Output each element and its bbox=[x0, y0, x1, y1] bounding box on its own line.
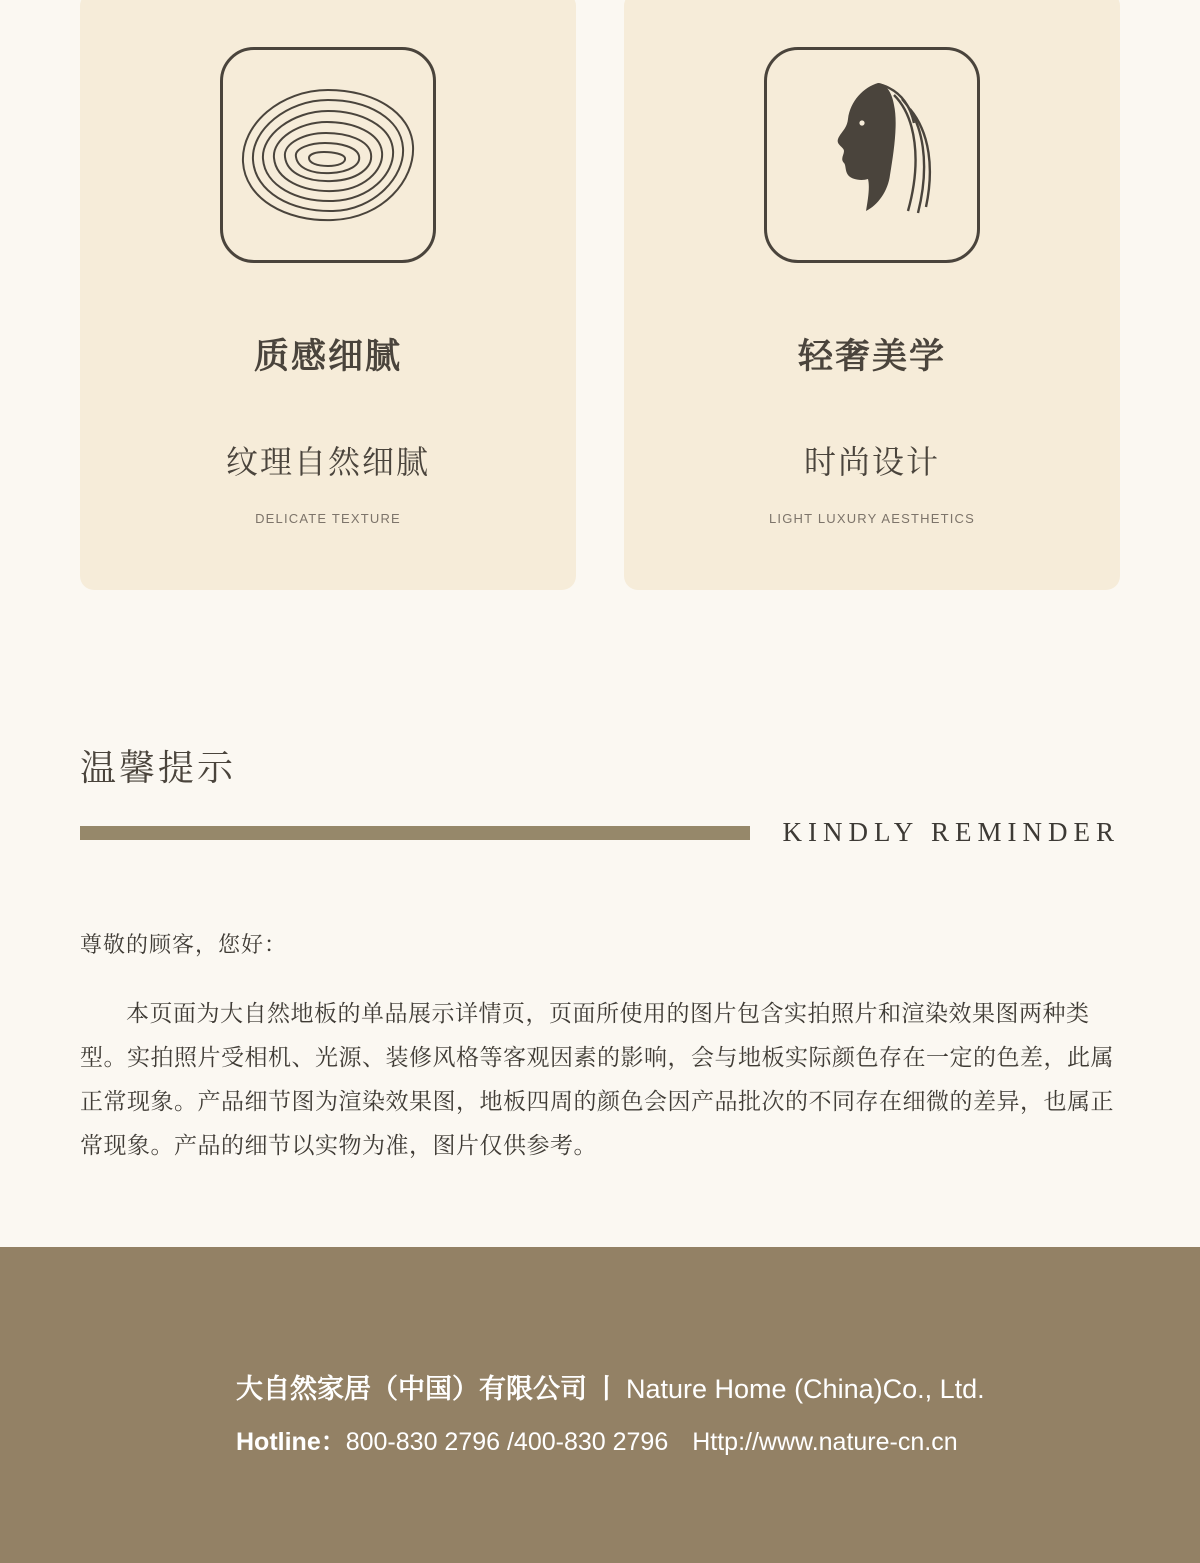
footer-hotline-value: 800-830 2796 /400-830 2796 bbox=[345, 1428, 669, 1456]
feature-card-title: 质感细腻 bbox=[253, 337, 402, 376]
footer-company-en: Nature Home (China)Co., Ltd. bbox=[626, 1374, 985, 1404]
feature-card-subtitle: 纹理自然细腻 bbox=[225, 444, 430, 480]
reminder-body-text: 本页面为大自然地板的单品展示详情页，页面所使用的图片包含实拍照片和渲染效果图两种类型。实拍照片受相机、光源、装修风格等客观因素的影响，会与地板实际颜色存在一定的色差，此属正常现象。产品细节图为渲染效果图，地板四周的颜色会因产品批次的不同存在细微的差异，也属正常现象。产品的细节以实物为准，图片仅供参考。 bbox=[80, 1000, 1114, 1158]
footer-content bbox=[236, 1367, 985, 1458]
feature-card-texture bbox=[80, 0, 576, 590]
reminder-divider-row bbox=[80, 817, 1120, 848]
wood-grain-texture-icon-frame bbox=[220, 47, 436, 263]
footer-company-line bbox=[236, 1367, 985, 1406]
footer-website[interactable]: Http://www.nature-cn.cn bbox=[692, 1428, 958, 1456]
footer-hotline-label: Hotline： bbox=[236, 1428, 346, 1456]
footer-separator: 丨 bbox=[593, 1374, 620, 1404]
reminder-accent-bar bbox=[80, 826, 750, 840]
woman-profile-silhouette-icon bbox=[782, 65, 962, 245]
footer-company-cn: 大自然家居（中国）有限公司 bbox=[236, 1374, 587, 1404]
reminder-english-title: KINDLY REMINDER bbox=[782, 817, 1120, 847]
reminder-greeting: 尊敬的顾客，您好： bbox=[80, 932, 288, 957]
kindly-reminder-section bbox=[0, 740, 1200, 1167]
wood-grain-texture-icon bbox=[233, 80, 423, 230]
feature-card-english: DELICATE TEXTURE bbox=[255, 511, 401, 526]
feature-card-subtitle: 时尚设计 bbox=[803, 444, 940, 480]
reminder-title: 温馨提示 bbox=[80, 747, 237, 788]
woman-profile-silhouette-icon-frame bbox=[764, 47, 980, 263]
page-footer bbox=[0, 1247, 1200, 1563]
feature-card-english: LIGHT LUXURY AESTHETICS bbox=[768, 511, 976, 526]
feature-card-aesthetics bbox=[624, 0, 1120, 590]
footer-contact-line bbox=[236, 1422, 985, 1458]
feature-cards-section bbox=[0, 0, 1200, 590]
feature-card-title: 轻奢美学 bbox=[797, 337, 946, 376]
